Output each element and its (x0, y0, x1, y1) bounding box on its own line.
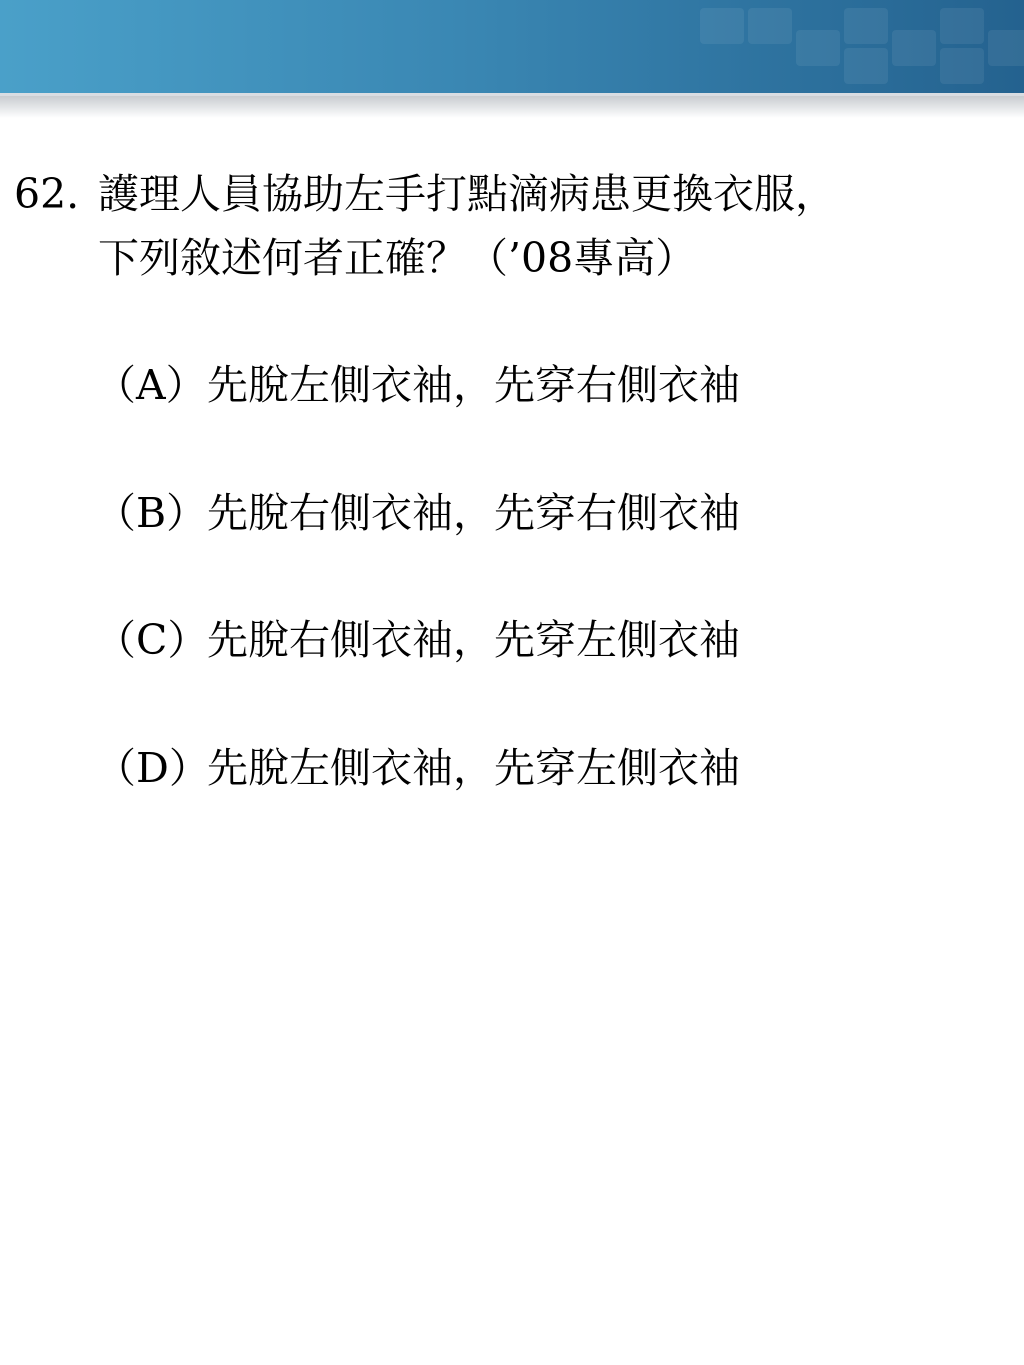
header-decor-tile (892, 30, 936, 66)
option-c (95, 612, 740, 668)
option-a-label: （A） (95, 361, 207, 409)
header-decor-tile (844, 48, 888, 84)
header-decor-tile (988, 30, 1024, 66)
header-decor-tile (940, 48, 984, 84)
question-text (14, 162, 1024, 290)
question-number: 62. (14, 170, 80, 218)
option-b-text: 先脫右側衣袖，先穿右側衣袖 (207, 489, 740, 537)
option-a-text: 先脫左側衣袖，先穿右側衣袖 (207, 361, 740, 409)
option-c-text: 先脫右側衣袖，先穿左側衣袖 (207, 616, 740, 664)
option-d-label: （D） (95, 744, 210, 792)
question-stem-line-1: 護理人員協助左手打點滴病患更換衣服， (98, 170, 836, 218)
header-shadow (0, 96, 1024, 118)
question-line-1 (14, 162, 1024, 226)
option-b-label: （B） (95, 489, 208, 537)
option-d (95, 740, 740, 796)
option-c-label: （C） (95, 616, 209, 664)
option-d-text: 先脫左側衣袖，先穿左側衣袖 (207, 744, 740, 792)
slide-header-band (0, 0, 1024, 93)
header-decor-tile (748, 8, 792, 44)
option-b (95, 485, 740, 541)
header-decor-tile (940, 8, 984, 44)
header-decor-tile (700, 8, 744, 44)
header-decor-tile (796, 30, 840, 66)
option-a (95, 357, 740, 413)
header-decor-tile (844, 8, 888, 44)
question-stem-line-2: 下列敘述何者正確？（’08專高） (98, 234, 697, 282)
